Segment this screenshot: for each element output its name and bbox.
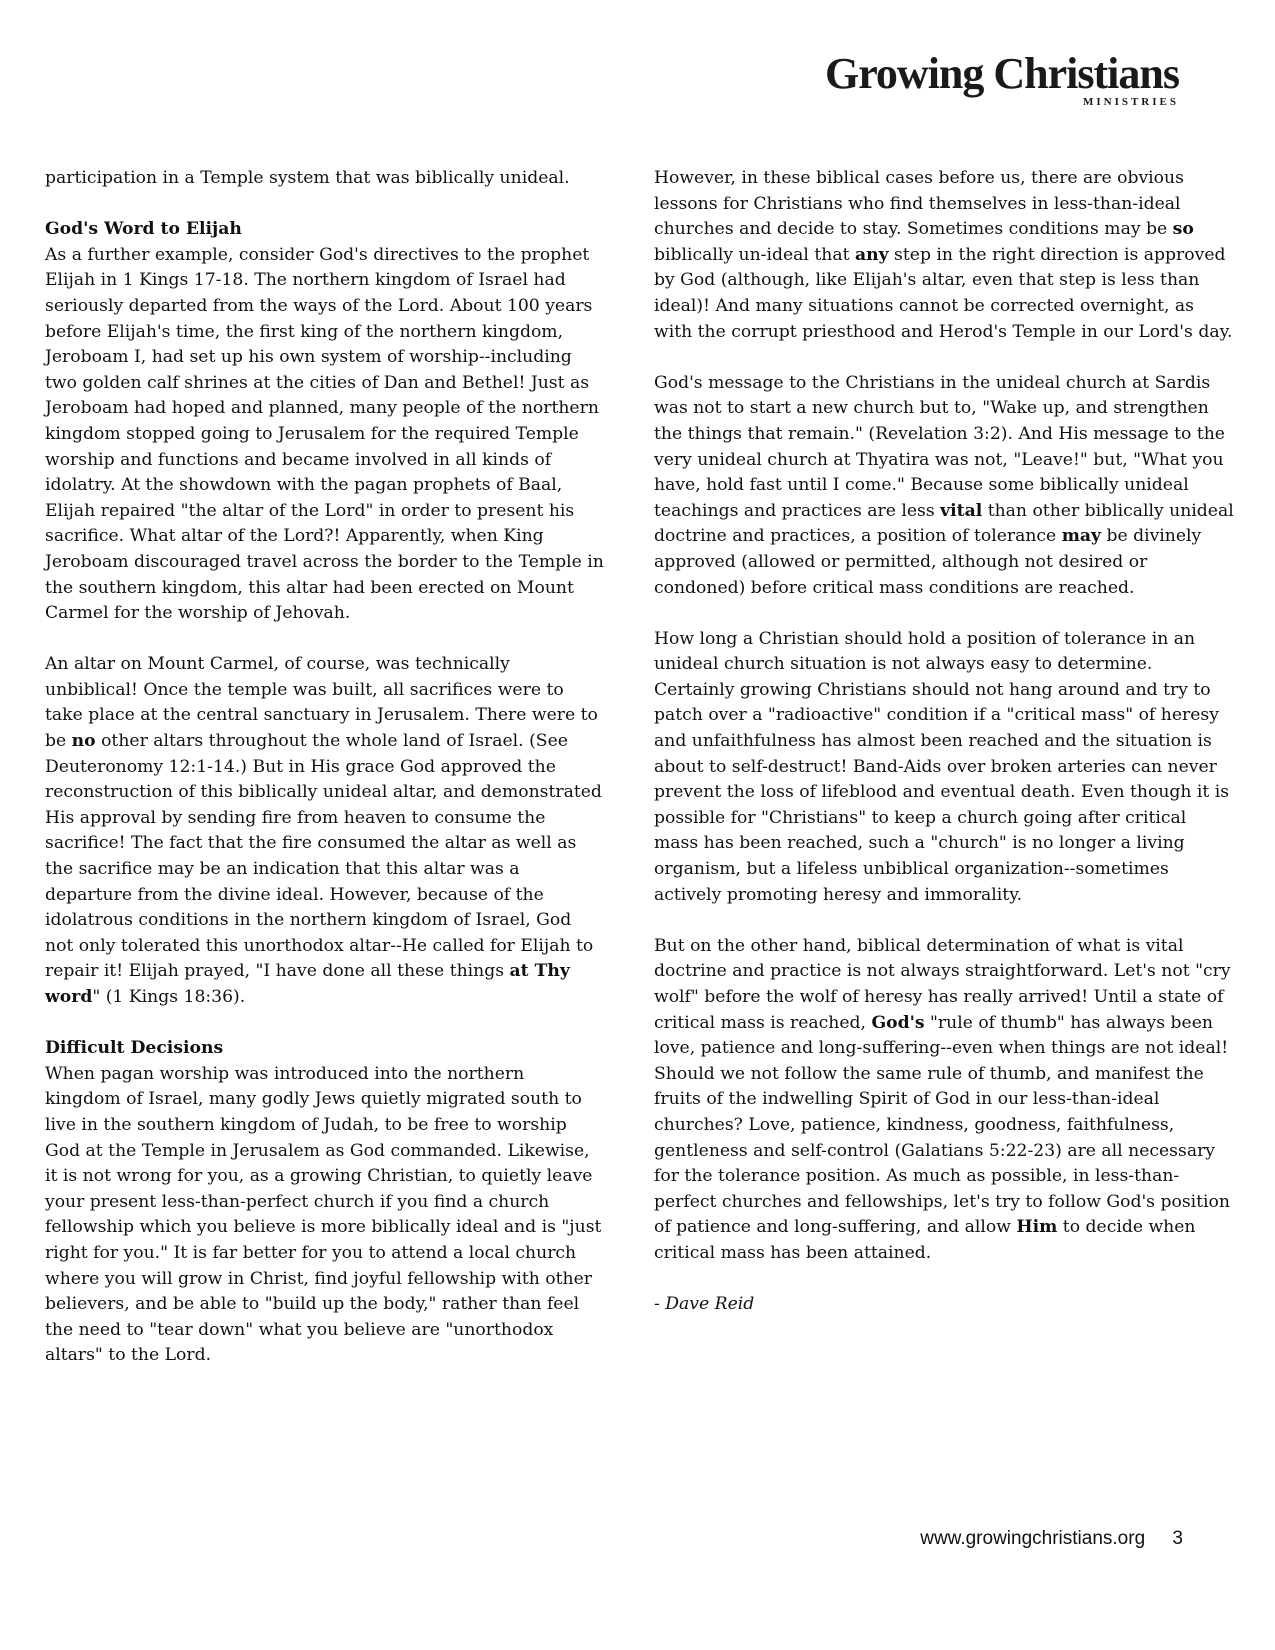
footer [920,1528,1183,1550]
website-url: www.growingchristians.org [920,1528,1146,1549]
paragraph: How long a Christian should hold a position of tolerance in an unideal church situation is not always easy to determine. Certainly growing Christians should not hang around and try to patch over a "radioactive" condition if a "critical mass" of heresy and unfaithfulness has almost been reached and the situation is about to self-destruct! Band-Aids over broken arteries can never prevent the loss of lifeblood and eventual death. Even though it is possible for "Christians" to keep a church going after critical mass has been reached, such a "church" is no longer a living organism, but a lifeless unbiblical organization--sometimes actively promoting heresy and immorality. [654,628,1230,905]
bold-text: God's [871,1012,925,1033]
bold-text: so [1172,219,1194,240]
text-run: However, in these biblical cases before us, there are obvious lessons for Christians who find themselves in less-than-ideal churches and decide to stay. Sometimes conditions may be [654,168,1184,240]
text-run: " (1 Kings 18:36). [92,987,246,1007]
paragraph: When pagan worship was introduced into the northern kingdom of Israel, many godly Jews quietly migrated south to live in the southern kingdom of Judah, to be free to worship God at the Temple in Jerusalem as God commanded. Likewise, it is not wrong for you, as a growing Christian, to quietly leave your present less-than-perfect church if you find a church fellowship which you believe is more biblically ideal and is "just right for you." It is far better for you to attend a local church where you will grow in Christ, find joyful fellowship with other believers, and be able to "build up the body," rather than feel the need to "tear down" what you believe are "unorthodox altars" to the Lord. [45,1063,602,1366]
page-number: 3 [1172,1528,1183,1549]
bold-text: no [71,731,96,752]
paragraph [45,652,605,1010]
paragraph [654,371,1234,601]
paragraph: As a further example, consider God's directives to the prophet Elijah in 1 Kings 17-18. The northern kingdom of Israel had seriously departed from the ways of the Lord. About 100 years before Elijah's time, the first king of the northern kingdom, Jeroboam I, had set up his own system of worship--including two golden calf shrines at the cities of Dan and Bethel! Just as Jeroboam had hoped and planned, many people of the northern kingdom stopped going to Jerusalem for the required Temple worship and functions and became involved in all kinds of idolatry. At the showdown with the pagan prophets of Baal, Elijah repaired "the altar of the Lord" in order to present his sacrifice. What altar of the Lord?! Apparently, when King Jeroboam discouraged travel across the border to the Temple in the southern kingdom, this altar had been erected on Mount Carmel for the worship of Jehovah. [45,244,604,624]
author-signature: - Dave Reid [654,1294,755,1315]
text-run: than other biblically unideal doctrine and practices, a position of tolerance [654,500,1234,547]
bold-text: Him [1016,1217,1058,1238]
logo-title: Growing Christians [824,49,1179,98]
bold-text: any [854,244,889,265]
paragraph: participation in a Temple system that was biblically unideal. [45,168,570,188]
text-run: step in the right direction is approved by God (although, like Elijah's altar, even that step is less than ideal)! And many situations cannot be corrected overnight, as with the corrupt priesthood and Herod's Temple in our Lord's day. [654,244,1233,342]
paragraph [654,166,1234,345]
bold-text: at Thy word [45,961,570,1007]
text-run: An altar on Mount Carmel, of course, was technically unbiblical! Once the temple was built, all sacrifices were to take place at the central sanctuary in Jerusalem. There were to be [45,654,598,752]
text-run: be divinely approved (allowed or permitted, although not desired or condoned) before critical mass conditions are reached. [654,526,1202,598]
text-run: "rule of thumb" has always been love, patience and long-suffering--even when things are not ideal! Should we not follow the same rule of thumb, and manifest the fruits of the indwelling Spirit of God in our less-than-ideal churches? Love, patience, kindness, goodness, faithfulness, gentleness and self-control (Galatians 5:22-23) are all necessary for the tolerance position. As much as possible, in less-than-perfect churches and fellowships, let's try to follow God's position of patience and long-suffering, and allow [654,1012,1230,1238]
section-heading: Difficult Decisions [45,1038,224,1059]
text-run: other altars throughout the whole land of Israel. (See Deuteronomy 12:1-14.) But in His grace God approved the reconstruction of this biblically unideal altar, and demonstrated His approval by sending fire from heaven to consume the sacrifice! The fact that the fire consumed the altar as well as the sacrifice may be an indication that this altar was a departure from the divine ideal. However, because of the idolatrous conditions in the northern kingdom of Israel, God not only tolerated this unorthodox altar--He called for Elijah to repair it! Elijah prayed, "I have done all these things [45,731,602,982]
left-column [45,166,605,1395]
text-run: biblically un-ideal that [654,244,855,265]
logo [824,49,1179,108]
bold-text: may [1061,526,1101,547]
bold-text: vital [940,500,983,521]
section-heading: God's Word to Elijah [45,219,242,240]
text-run: to decide when critical mass has been attained. [654,1217,1196,1263]
text-run: But on the other hand, biblical determination of what is vital doctrine and practice is not always straightforward. Let's not "cry wolf" before the wolf of heresy has really arrived! Until a state of critical mass is reached, [654,935,1231,1033]
right-column [654,166,1234,1343]
logo-subtitle: MINISTRIES [1082,96,1179,108]
paragraph [654,934,1234,1267]
text-run: God's message to the Christians in the unideal church at Sardis was not to start a new church but to, "Wake up, and strengthen the things that remain." (Revelation 3:2). And His message to the very unideal church at Thyatira was not, "Leave!" but, "What you have, hold fast until I come." Because some biblically unideal teachings and practices are less [654,372,1225,521]
